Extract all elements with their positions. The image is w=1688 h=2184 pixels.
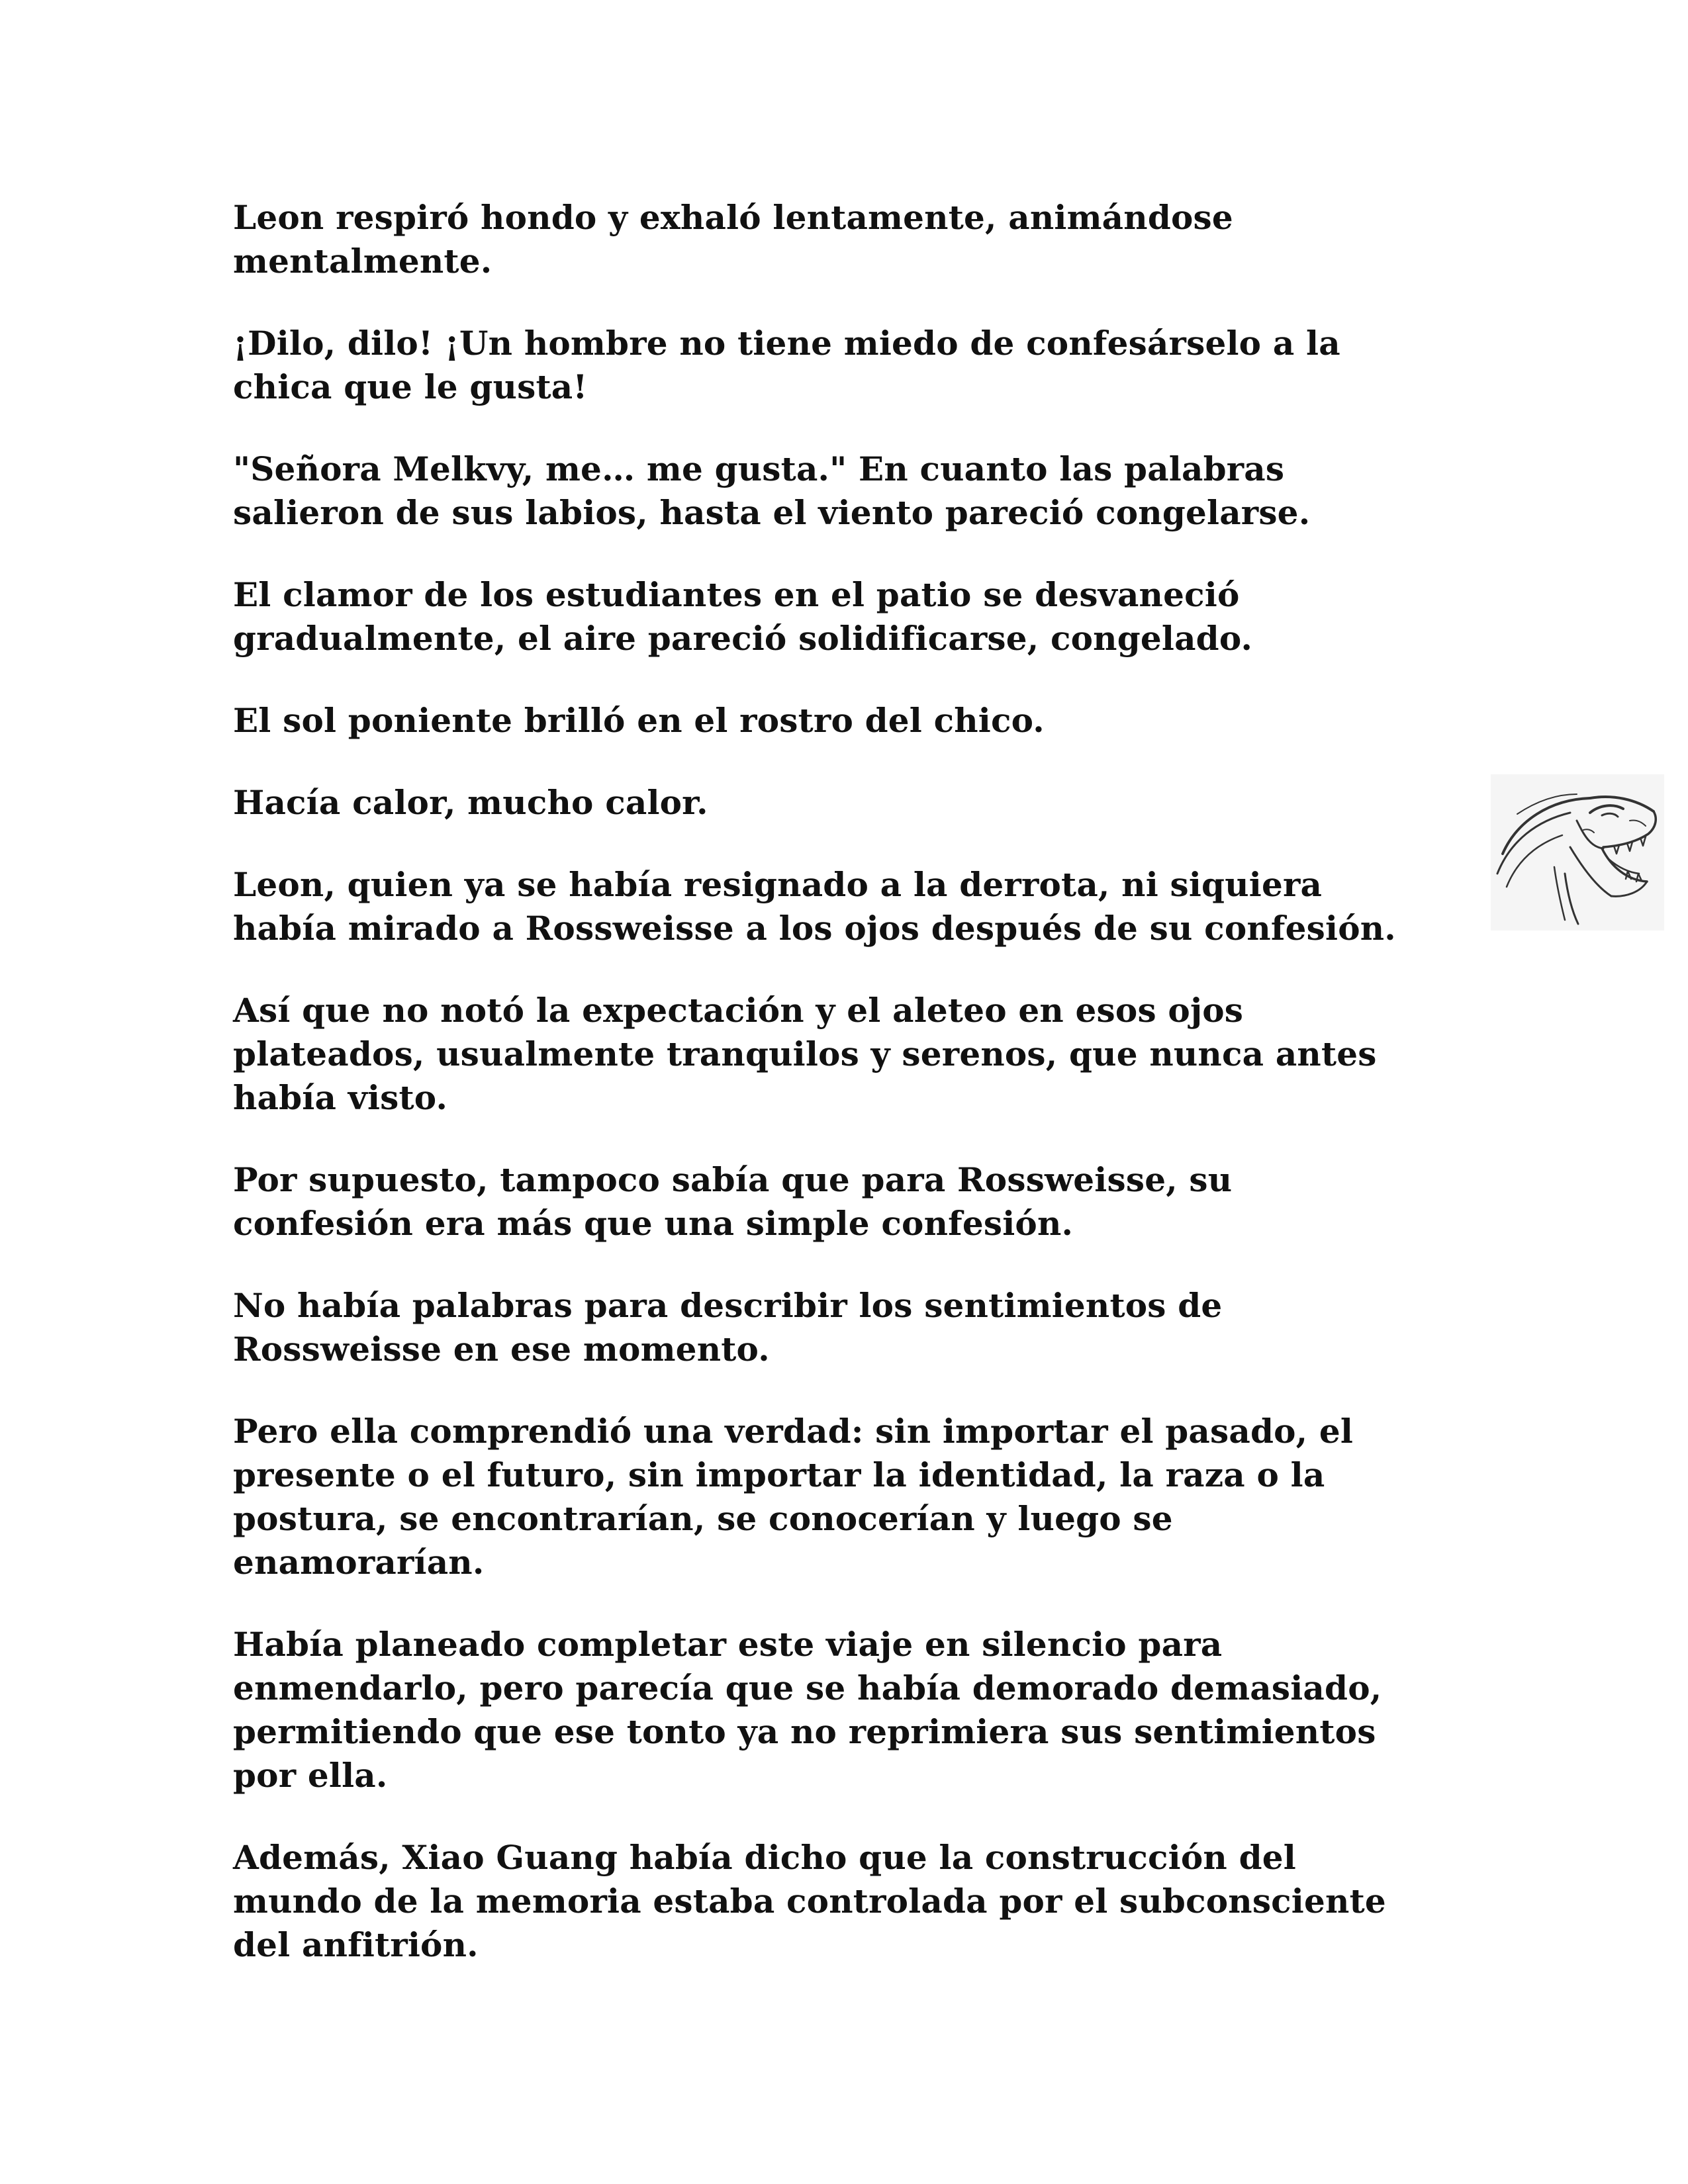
paragraph-4: El clamor de los estudiantes en el patio se desvaneció gradualmente, el aire pareció solidificarse, congelado.: [233, 575, 1253, 658]
paragraph-3: "Señora Melkvy, me… me gusta." En cuanto las palabras salieron de sus labios, hasta el viento pareció congelarse.: [233, 449, 1311, 532]
paragraph-6: Hacía calor, mucho calor.: [233, 783, 708, 822]
paragraph-7: Leon, quien ya se había resignado a la derrota, ni siquiera había mirado a Rossweisse a los ojos después de su confesión.: [233, 865, 1396, 948]
paragraph-9: Por supuesto, tampoco sabía que para Rossweisse, su confesión era más que una simple confesión.: [233, 1160, 1233, 1243]
paragraph-5: El sol poniente brilló en el rostro del chico.: [233, 701, 1045, 740]
dinosaur-head-icon: [1491, 774, 1664, 931]
paragraph-2: ¡Dilo, dilo! ¡Un hombre no tiene miedo de confesárselo a la chica que le gusta!: [233, 324, 1340, 406]
paragraph-11: Pero ella comprendió una verdad: sin importar el pasado, el presente o el futuro, sin importar la identidad, la raza o la postura, se encontrarían, se conocerían y luego se enamorarían.: [233, 1412, 1354, 1582]
paragraph-8: Así que no notó la expectación y el aleteo en esos ojos plateados, usualmente tranquilos y serenos, que nunca antes había visto.: [233, 991, 1377, 1117]
paragraph-13: Además, Xiao Guang había dicho que la construcción del mundo de la memoria estaba controlada por el subconsciente del anfitrión.: [233, 1838, 1386, 1964]
body-text: [233, 196, 1491, 2005]
paragraph-10: No había palabras para describir los sentimientos de Rossweisse en ese momento.: [233, 1286, 1223, 1369]
paragraph-1: Leon respiró hondo y exhaló lentamente, animándose mentalmente.: [233, 198, 1233, 281]
paragraph-12: Había planeado completar este viaje en silencio para enmendarlo, pero parecía que se había demorado demasiado, permitiendo que ese tonto ya no reprimiera sus sentimientos por ella.: [233, 1625, 1382, 1795]
